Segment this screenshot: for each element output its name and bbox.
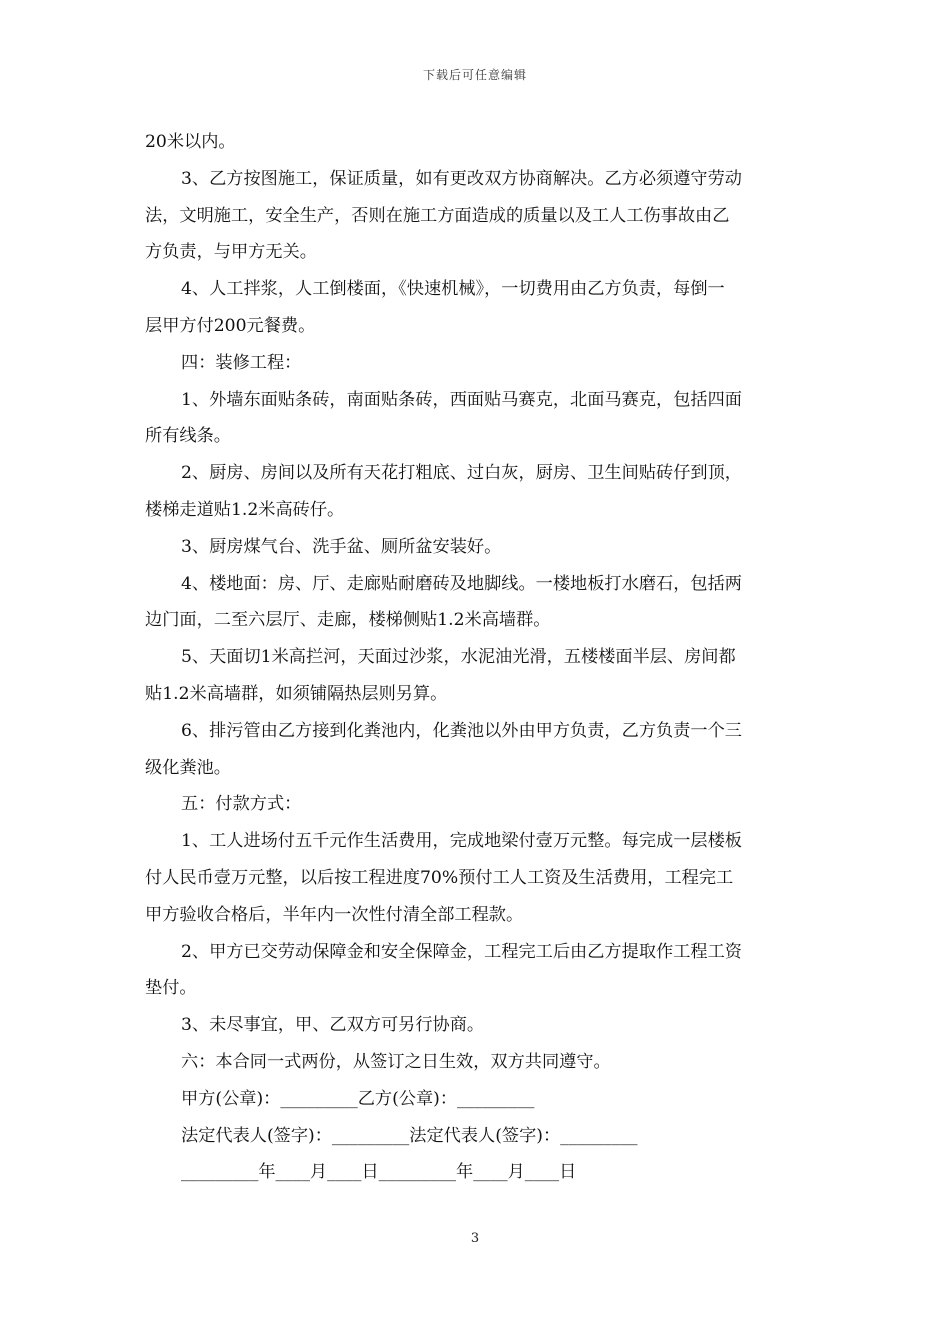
text-line-12: 3、厨房煤气台、洗手盆、厕所盆安装好。 [181, 536, 502, 557]
text-line-2: 3、乙方按图施工，保证质量，如有更改双方协商解决。乙方必须遵守劳动 [181, 168, 742, 189]
text-line-21: 付人民币壹万元整，以后按工程进度70%预付工人工资及生活费用，工程完工 [145, 867, 734, 888]
section-heading-decoration: 四：装修工程： [181, 352, 302, 373]
text-line-16: 贴1.2米高墙群，如须铺隔热层则另算。 [145, 683, 448, 704]
text-line-13: 4、楼地面：房、厅、走廊贴耐磨砖及地脚线。一楼地板打水磨石，包括两 [181, 573, 742, 594]
signature-date-line: _________年____月____日_________年____月____日 [181, 1162, 577, 1183]
signature-representative-line: 法定代表人(签字)：_________法定代表人(签字)：_________ [181, 1125, 638, 1146]
text-line-9: 所有线条。 [145, 426, 231, 447]
text-line-22: 甲方验收合格后，半年内一次性付清全部工程款。 [145, 904, 524, 925]
text-line-3: 法，文明施工，安全生产，否则在施工方面造成的质量以及工人工伤事故由乙 [145, 205, 730, 226]
text-line-10: 2、厨房、房间以及所有天花打粗底、过白灰，厨房、卫生间贴砖仔到顶， [181, 463, 742, 484]
page-number: 3 [470, 1231, 480, 1246]
text-line-11: 楼梯走道贴1.2米高砖仔。 [145, 499, 345, 520]
document-body [145, 124, 805, 1191]
text-line-15: 5、天面切1米高拦河，天面过沙浆，水泥油光滑，五楼楼面半层、房间都 [181, 647, 736, 668]
signature-seal-line: 甲方(公章)：_________乙方(公章)：_________ [181, 1088, 535, 1109]
text-line-23: 2、甲方已交劳动保障金和安全保障金，工程完工后由乙方提取作工程工资 [181, 941, 742, 962]
text-line-8: 1、外墙东面贴条砖，南面贴条砖，西面贴马赛克，北面马赛克，包括四面 [181, 389, 742, 410]
text-line-20: 1、工人进场付五千元作生活费用，完成地梁付壹万元整。每完成一层楼板 [181, 831, 742, 852]
text-line-5: 4、人工拌浆，人工倒楼面，《快速机械》，一切费用由乙方负责，每倒一 [181, 279, 725, 300]
text-line-4: 方负责，与甲方无关。 [145, 242, 317, 263]
section-heading-validity: 六：本合同一式两份，从签订之日生效，双方共同遵守。 [181, 1051, 611, 1072]
text-line-18: 级化粪池。 [145, 757, 231, 778]
text-line-14: 边门面，二至六层厅、走廊，楼梯侧贴1.2米高墙群。 [145, 610, 551, 631]
text-line-1: 20米以内。 [145, 132, 236, 152]
page-header: 下载后可任意编辑 [422, 68, 527, 82]
text-line-6: 层甲方付200元餐费。 [145, 315, 316, 336]
text-line-25: 3、未尽事宜，甲、乙双方可另行协商。 [181, 1015, 485, 1036]
section-heading-payment: 五：付款方式： [181, 794, 302, 815]
text-line-24: 垫付。 [145, 978, 197, 999]
text-line-17: 6、排污管由乙方接到化粪池内，化粪池以外由甲方负责，乙方负责一个三 [181, 720, 742, 741]
